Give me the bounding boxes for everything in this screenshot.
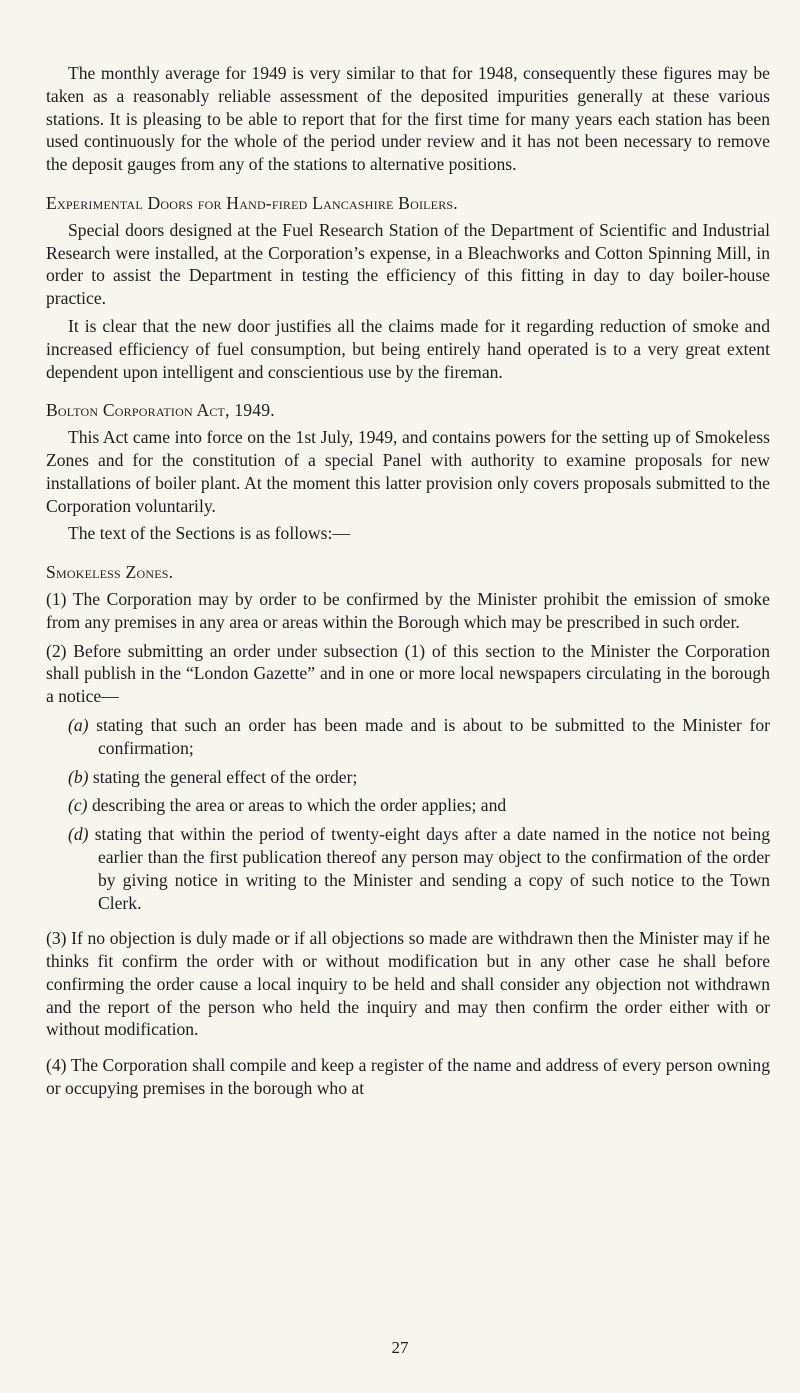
sub-item-a <box>46 714 770 760</box>
heading-experimental-doors: Experimental Doors for Hand-fired Lancashire Boilers. <box>46 192 458 213</box>
clause-2: (2) Before submitting an order under subsection (1) of this section to the Minister the Corporation shall publish in the “London Gazette” and in one or more local newspapers circulating in the borough a notice— <box>46 640 770 707</box>
clause-3: (3) If no objection is duly made or if all objections so made are withdrawn then the Minister may if he thinks fit confirm the order with or without modification but in any other case he shall before confirming the order cause a local inquiry to be held and shall consider any objection not withdrawn and the report of the person who held the inquiry and may then confirm the order either with or without modification. <box>46 928 770 1040</box>
heading-smokeless-zones: Smokeless Zones. <box>46 562 174 583</box>
sub-item-letter: (b) <box>68 766 89 787</box>
sub-item-letter: (a) <box>68 714 89 735</box>
document-page <box>46 62 770 1106</box>
doors-paragraph-2: It is clear that the new door justifies all the claims made for it regarding reduction of smoke and increased efficiency of fuel consumption, but being entirely hand operated is to a very great extent dependent upon intelligent and conscientious use by the fireman. <box>46 315 770 382</box>
sub-item-c <box>46 794 770 817</box>
act-paragraph-1: This Act came into force on the 1st July, 1949, and contains powers for the setting up of Smokeless Zones and for the constitution of a special Panel with authority to examine proposals for new installations of boiler plant. At the moment this latter provision only covers proposals submitted to the Corporation voluntarily. <box>46 427 770 516</box>
clause-4: (4) The Corporation shall compile and keep a register of the name and address of every person owning or occupying premises in the borough who at <box>46 1055 770 1099</box>
sub-item-d <box>46 823 770 914</box>
sub-item-letter: (c) <box>68 795 88 816</box>
heading-bolton-act: Bolton Corporation Act, 1949. <box>46 400 275 421</box>
clause-1: (1) The Corporation may by order to be confirmed by the Minister prohibit the emission of smoke from any premises in any area or areas within the Borough which may be prescribed in such order. <box>46 588 770 632</box>
sub-item-text: stating that such an order has been made and is about to be submitted to the Minister for confirmation; <box>96 714 770 758</box>
sub-item-text: stating the general effect of the order; <box>92 766 358 787</box>
sub-item-text: stating that within the period of twenty-eight days after a date named in the notice not being earlier than the first publication thereof any person may object to the confirmation of the order by giving notice in writing to the Minister and sending a copy of such notice to the Town Clerk. <box>94 824 771 913</box>
act-paragraph-2: The text of the Sections is as follows:— <box>68 523 350 544</box>
doors-paragraph-1: Special doors designed at the Fuel Research Station of the Department of Scientific and Industrial Research were installed, at the Corporation’s expense, in a Bleachworks and Cotton Spinning Mill, in order to assist the Department in testing the efficiency of this fitting in day to day boiler-house practice. <box>46 219 770 309</box>
page-number: 27 <box>391 1338 409 1357</box>
intro-paragraph: The monthly average for 1949 is very similar to that for 1948, consequently these figures may be taken as a reasonably reliable assessment of the deposited impurities generally at these various stations. It is pleasing to be able to report that for the first time for many years each station has been used continuously for the whole of the period under review and it has not been necessary to remove the deposit gauges from any of the stations to alternative positions. <box>46 63 770 175</box>
sub-item-b <box>46 766 770 789</box>
sub-item-text: describing the area or areas to which the order applies; and <box>91 795 507 816</box>
sub-item-letter: (d) <box>68 824 89 845</box>
